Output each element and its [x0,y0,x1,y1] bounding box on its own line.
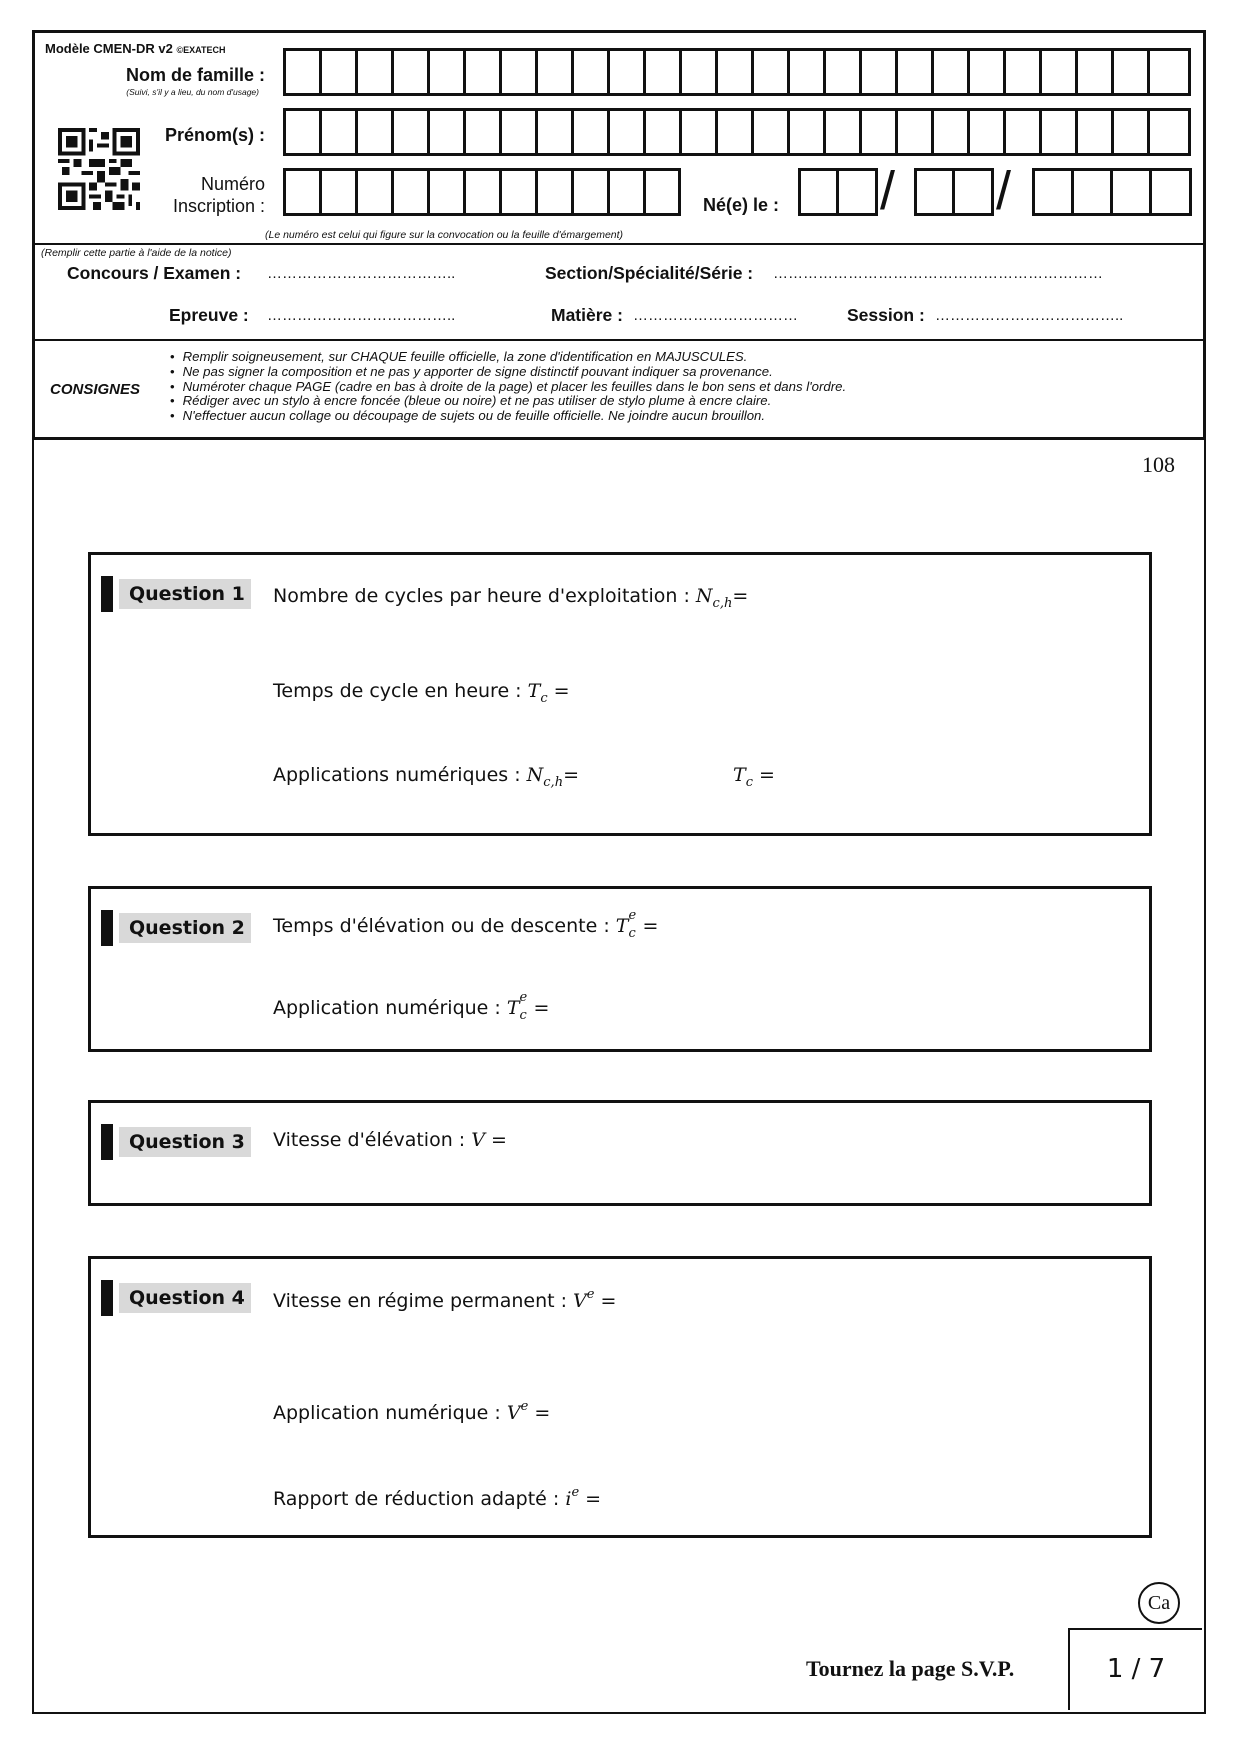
consigne-item: • Rédiger avec un stylo à encre foncée (bleue ou noire) et ne pas utiliser de stylo plume à encre claire. [168,394,846,409]
epreuve-label: Epreuve : [169,305,249,325]
matiere-field[interactable]: …………………………… [633,307,798,324]
correction-mark-icon: Ca [1138,1582,1180,1624]
ne-le-label: Né(e) le : [703,195,780,215]
consigne-item: • N'effectuer aucun collage ou découpage de sujets ou de feuille officielle. Ne joindre aucun brouillon. [168,409,846,424]
question-line: Application numérique : $V^e$ = [273,1399,551,1424]
question-line: Nombre de cycles par heure d'exploitation : $N_{c,h}=$ [273,585,749,611]
birth-day-boxes[interactable] [798,168,878,216]
page-number-box[interactable]: 1 / 7 [1068,1628,1202,1710]
session-label: Session : [847,305,925,325]
matiere-label: Matière : [551,305,623,325]
question-tag [101,1125,251,1159]
section-field[interactable]: ………………………………………………………… [773,265,1103,282]
numero-inscription-label: Numéro Inscription : [172,174,265,216]
question-label: Question 3 [119,1127,251,1157]
numero-note: (Le numéro est celui qui figure sur la convocation ou la feuille d'émargement) [265,229,624,241]
qr-code-icon [58,128,140,210]
question-line: Temps de cycle en heure : $T_c$ = [273,680,570,706]
consignes-label: CONSIGNES [50,381,141,398]
epreuve-field[interactable]: ……………………………….. [267,307,456,324]
question-tag [101,577,251,611]
remplir-note: (Remplir cette partie à l'aide de la notice) [41,247,232,259]
question-4-box[interactable] [88,1256,1152,1538]
question-label: Question 1 [119,579,251,609]
consigne-item: • Numéroter chaque PAGE (cadre en bas à droite de la page) et placer les feuilles dans le bon sens et dans l'ordre. [168,380,846,395]
concours-label: Concours / Examen : [67,263,242,283]
question-1-box[interactable] [88,552,1152,836]
turn-page-note: Tournez la page S.V.P. [806,1656,1015,1681]
consigne-item: • Remplir soigneusement, sur CHAQUE feuille officielle, la zone d'identification en MAJUSCULES. [168,350,846,365]
formula-tc: $T_c$ = [733,764,775,790]
page-code: 108 [1142,452,1175,477]
question-label: Question 4 [119,1283,251,1313]
birth-year-boxes[interactable] [1032,168,1192,216]
nom-label: Nom de famille : [125,65,265,85]
date-separator-icon: / [996,161,1012,221]
prenom-label: Prénom(s) : [164,125,265,145]
model-label: Modèle CMEN-DR v2 ©EXATECH [45,41,226,56]
consigne-item: • Ne pas signer la composition et ne pas y apporter de signe distinctif pouvant indiquer sa provenance. [168,365,846,380]
nom-hint: (Suivi, s'il y a lieu, du nom d'usage) [126,87,259,97]
section-label: Section/Spécialité/Série : [545,263,754,283]
question-line: Applications numériques : $N_{c,h}=$ [273,764,579,790]
date-separator-icon: / [880,161,896,221]
question-line: Rapport de réduction adapté : $i^e$ = [273,1485,602,1510]
question-line: Vitesse en régime permanent : $V^e$ = [273,1287,617,1312]
consignes-list [168,350,846,424]
numero-input-boxes[interactable] [283,168,681,216]
concours-field[interactable]: ……………………………….. [267,265,456,282]
question-tag [101,1281,251,1315]
question-line: Temps d'élévation ou de descente : T e c = [273,908,659,941]
prenom-input-boxes[interactable] [283,108,1191,156]
question-tag [101,911,251,945]
birth-month-boxes[interactable] [914,168,994,216]
nom-input-boxes[interactable] [283,48,1191,96]
question-3-box[interactable] [88,1100,1152,1206]
question-line: Application numérique : T e c = [273,990,550,1023]
question-line: Vitesse d'élévation : V = [273,1129,507,1151]
session-field[interactable]: ……………………………….. [935,307,1124,324]
question-2-box[interactable] [88,886,1152,1052]
question-label: Question 2 [119,913,251,943]
